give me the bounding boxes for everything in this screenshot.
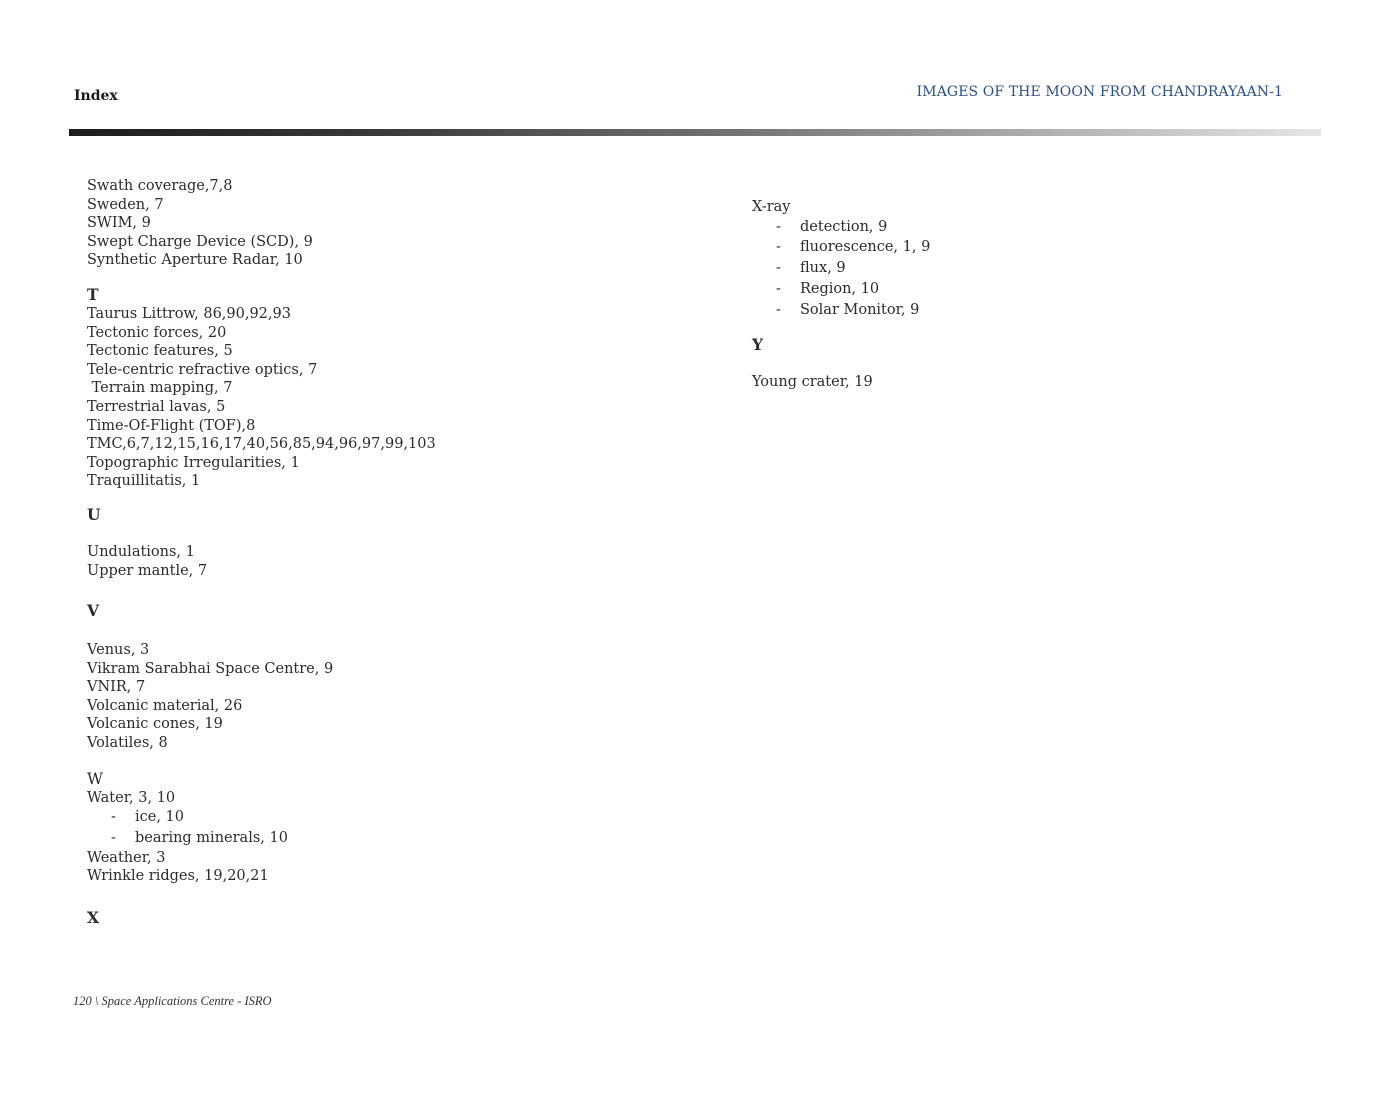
- index-entry: Tele-centric refractive optics, 7: [87, 361, 318, 378]
- index-subentry: [87, 807, 687, 828]
- index-subentry: [752, 300, 1312, 321]
- subentry-dash: -: [776, 218, 781, 235]
- index-letter-t: T: [87, 284, 99, 304]
- index-entry: Taurus Littrow, 86,90,92,93: [87, 305, 291, 322]
- subentry-text: fluorescence, 1, 9: [800, 239, 931, 256]
- index-entry: Upper mantle, 7: [87, 562, 208, 579]
- subentry-dash: -: [111, 830, 116, 847]
- subentry-dash: -: [111, 809, 116, 826]
- index-group-u: [87, 543, 687, 580]
- index-entry: Topographic Irregularities, 1: [87, 454, 300, 471]
- subentry-dash: -: [776, 280, 781, 297]
- index-letter-y: Y: [752, 334, 764, 354]
- book-title: IMAGES OF THE MOON FROM CHANDRAYAAN-1: [916, 84, 1283, 100]
- index-entry: Volcanic cones, 19: [87, 716, 223, 733]
- index-subentry: [752, 217, 1312, 238]
- index-entry: Swept Charge Device (SCD), 9: [87, 233, 313, 250]
- index-entry: Sweden, 7: [87, 196, 164, 213]
- page-footer: 120 \ Space Applications Centre - ISRO: [73, 994, 272, 1008]
- index-entry: SWIM, 9: [87, 215, 151, 232]
- index-entry: Synthetic Aperture Radar, 10: [87, 252, 303, 269]
- index-entry: Time-Of-Flight (TOF),8: [87, 417, 256, 434]
- subentry-dash: -: [776, 301, 781, 318]
- index-subentry: [752, 237, 1312, 258]
- subentry-dash: -: [776, 260, 781, 277]
- index-entry: Young crater, 19: [752, 373, 873, 390]
- index-entry: Terrain mapping, 7: [87, 380, 233, 397]
- index-group-w: [87, 789, 687, 886]
- index-entry: TMC,6,7,12,15,16,17,40,56,85,94,96,97,99,103: [87, 436, 436, 453]
- index-letter-w: W: [87, 769, 103, 788]
- subentry-text: Solar Monitor, 9: [800, 301, 920, 318]
- index-entry: Volatiles, 8: [87, 735, 168, 752]
- section-title: Index: [74, 88, 118, 104]
- index-entry: Wrinkle ridges, 19,20,21: [87, 868, 269, 885]
- index-entry: Weather, 3: [87, 849, 166, 866]
- subentry-text: Region, 10: [800, 280, 880, 297]
- index-subentry: [752, 279, 1312, 300]
- index-entry: Traquillitatis, 1: [87, 473, 201, 490]
- subentry-text: ice, 10: [135, 809, 185, 826]
- index-entry: VNIR, 7: [87, 679, 146, 696]
- index-entry: Undulations, 1: [87, 543, 195, 560]
- index-group-y: [752, 373, 1312, 392]
- index-column-right: [752, 198, 1312, 391]
- index-entry: Water, 3, 10: [87, 789, 176, 806]
- header-rule: [69, 129, 1321, 136]
- index-group-t: [87, 305, 687, 491]
- index-subentry: [752, 258, 1312, 279]
- index-subentry: [87, 828, 687, 849]
- subentry-text: detection, 9: [800, 218, 888, 235]
- subentry-text: bearing minerals, 10: [135, 830, 288, 847]
- subentry-dash: -: [776, 239, 781, 256]
- subentry-text: flux, 9: [800, 260, 846, 277]
- index-group-s: [87, 177, 687, 270]
- index-entry: Venus, 3: [87, 642, 150, 659]
- index-letter-x: X: [87, 908, 100, 928]
- index-entry: X-ray: [752, 199, 791, 215]
- index-entry: Swath coverage,7,8: [87, 178, 233, 194]
- index-entry: Tectonic features, 5: [87, 343, 233, 360]
- index-letter-v: V: [87, 601, 100, 621]
- index-entry: Tectonic forces, 20: [87, 324, 227, 341]
- index-entry: Volcanic material, 26: [87, 697, 243, 714]
- index-group-v: [87, 641, 687, 753]
- index-entry: Vikram Sarabhai Space Centre, 9: [87, 660, 334, 677]
- index-entry: Terrestrial lavas, 5: [87, 398, 226, 415]
- index-letter-u: U: [87, 504, 101, 524]
- index-column-left: [87, 177, 687, 928]
